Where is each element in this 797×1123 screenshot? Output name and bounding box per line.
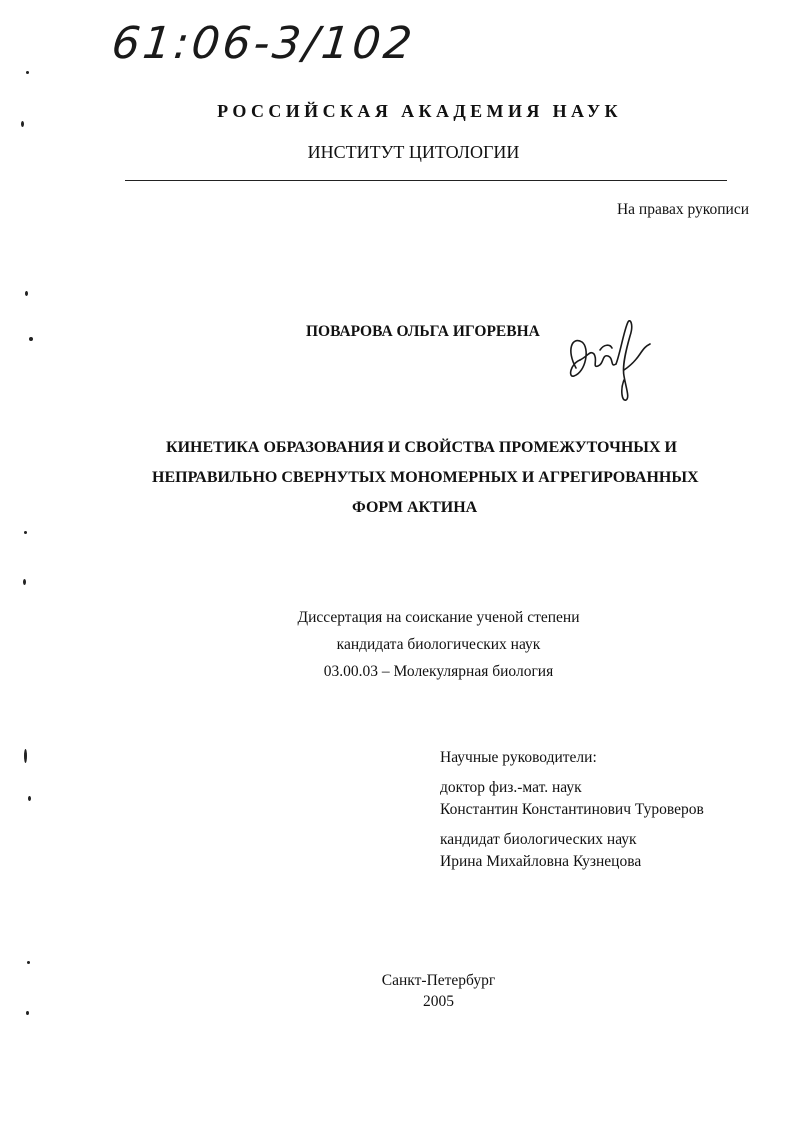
scan-speck: [28, 796, 31, 801]
supervisor-entry: [440, 829, 704, 873]
specialty-line: 03.00.03 – Молекулярная биология: [323, 663, 554, 680]
scan-speck: [26, 1011, 29, 1015]
supervisor-name: Константин Константинович Туроверов: [440, 801, 704, 818]
header-divider: [125, 180, 727, 181]
scan-speck: [25, 291, 28, 296]
scan-speck: [24, 531, 27, 534]
place-and-year: [0, 970, 797, 1012]
title-line: ФОРМ АКТИНА: [352, 499, 478, 516]
degree-line: кандидата биологических наук: [336, 636, 541, 653]
title-line: КИНЕТИКА ОБРАЗОВАНИЯ И СВОЙСТВА ПРОМЕЖУТОЧНЫХ И: [166, 439, 677, 456]
supervisors-block: [440, 747, 704, 881]
degree-block: [0, 604, 797, 685]
scan-speck: [23, 579, 26, 585]
supervisors-heading: Научные руководители:: [440, 749, 597, 766]
scan-speck: [21, 121, 24, 127]
archive-code-handwritten: 61:06-3/102: [109, 18, 418, 69]
scan-speck: [24, 749, 27, 763]
signature-icon: [560, 310, 660, 405]
degree-line: Диссертация на соискание ученой степени: [297, 609, 580, 626]
city: Санкт-Петербург: [381, 972, 496, 989]
author-name: ПОВАРОВА ОЛЬГА ИГОРЕВНА: [306, 323, 540, 340]
manuscript-note: На правах рукописи: [616, 201, 749, 218]
institute-name: ИНСТИТУТ ЦИТОЛОГИИ: [307, 142, 520, 162]
year: 2005: [423, 993, 454, 1010]
scan-speck: [29, 337, 33, 341]
supervisor-title: кандидат биологических наук: [440, 831, 637, 848]
supervisor-entry: [440, 777, 704, 821]
supervisor-name: Ирина Михайловна Кузнецова: [440, 853, 642, 870]
scan-speck: [27, 961, 30, 964]
supervisor-title: доктор физ.-мат. наук: [440, 779, 582, 796]
academy-name: РОССИЙСКАЯ АКАДЕМИЯ НАУК: [217, 101, 622, 121]
scan-speck: [26, 71, 29, 74]
title-line: НЕПРАВИЛЬНО СВЕРНУТЫХ МОНОМЕРНЫХ И АГРЕГИРОВАННЫХ: [152, 469, 699, 486]
